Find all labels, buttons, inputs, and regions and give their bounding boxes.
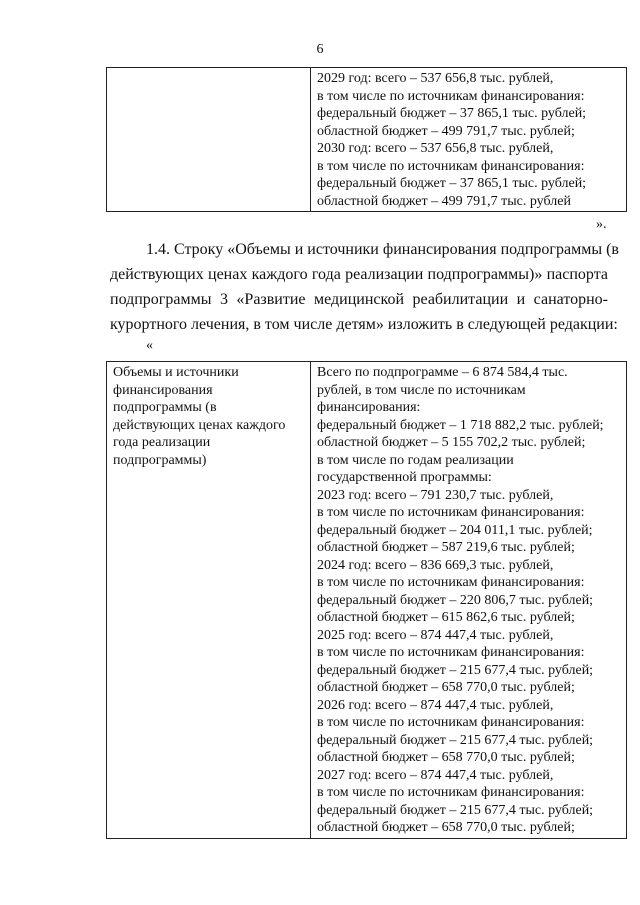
funding-table-continued [106, 67, 627, 212]
table-line: 2030 год: всего – 537 656,8 тыс. рублей, [317, 141, 554, 156]
table-line: федеральный бюджет – 37 865,1 тыс. рублей; [317, 106, 587, 121]
table-line: 2029 год: всего – 537 656,8 тыс. рублей, [317, 71, 554, 86]
paragraph-line: курортного лечения, в том числе детям» изложить в следующей редакции: [110, 316, 618, 333]
table-line: федеральный бюджет – 204 011,1 тыс. рублей; [317, 522, 593, 538]
label-line: финансирования [113, 382, 213, 398]
table-line: в том числе по источникам финансирования: [317, 785, 585, 800]
label-line: действующих ценах каждого [113, 417, 286, 433]
table-line: в том числе по годам реализации [317, 452, 514, 468]
table-line: областной бюджет – 499 791,7 тыс. рублей [317, 193, 571, 209]
table-line: в том числе по источникам финансирования: [317, 505, 585, 520]
table-cell-label [107, 362, 311, 839]
table-line: финансирования: [317, 400, 421, 415]
table-line: федеральный бюджет – 215 677,4 тыс. рублей; [317, 802, 594, 818]
opening-quote: « [146, 338, 153, 353]
table-line: 2025 год: всего – 874 447,4 тыс. рублей, [317, 627, 554, 643]
table-line: областной бюджет – 5 155 702,2 тыс. рублей; [317, 435, 586, 450]
table-line: государственной программы: [317, 470, 492, 485]
table-line: Всего по подпрограмме – 6 874 584,4 тыс. [317, 365, 568, 380]
table-line: областной бюджет – 658 770,0 тыс. рублей; [317, 680, 575, 695]
table-line: 2026 год: всего – 874 447,4 тыс. рублей, [317, 697, 554, 713]
table-line: областной бюджет – 615 862,6 тыс. рублей; [317, 610, 575, 625]
table-cell-content [311, 68, 627, 212]
table-line: 2024 год: всего – 836 669,3 тыс. рублей, [317, 557, 554, 573]
label-line: подпрограммы (в [113, 400, 217, 415]
table-line: областной бюджет – 658 770,0 тыс. рублей; [317, 750, 575, 765]
table-row [107, 362, 627, 839]
table-cell-label [107, 68, 311, 212]
page-number: 6 [316, 42, 324, 57]
table-line: федеральный бюджет – 220 806,7 тыс. рублей; [317, 592, 594, 608]
closing-quote: ». [596, 217, 607, 232]
paragraph-line: действующих ценах каждого года реализации подпрограммы)» паспорта [110, 266, 608, 283]
table-line: 2027 год: всего – 874 447,4 тыс. рублей, [317, 767, 554, 783]
table-line: федеральный бюджет – 215 677,4 тыс. рублей; [317, 732, 594, 748]
table-line: федеральный бюджет – 215 677,4 тыс. рублей; [317, 662, 594, 678]
paragraph-line: подпрограммы 3 «Развитие медицинской реабилитации и санаторно- [110, 291, 608, 308]
table-line: в том числе по источникам финансирования: [317, 575, 585, 590]
table-line: областной бюджет – 499 791,7 тыс. рублей; [317, 123, 575, 139]
table-line: областной бюджет – 587 219,6 тыс. рублей; [317, 540, 575, 555]
paragraph-line: 1.4. Строку «Объемы и источники финансирования подпрограммы (в [146, 241, 619, 258]
table-line: рублей, в том числе по источникам [317, 382, 526, 398]
label-line: Объемы и источники [113, 365, 239, 380]
label-line: подпрограммы) [113, 452, 207, 468]
label-line: года реализации [113, 435, 211, 450]
table-line: федеральный бюджет – 1 718 882,2 тыс. рублей; [317, 417, 604, 433]
table-line: в том числе по источникам финансирования: [317, 645, 585, 660]
table-row [107, 68, 627, 212]
table-line: в том числе по источникам финансирования: [317, 88, 585, 104]
table-line: 2023 год: всего – 791 230,7 тыс. рублей, [317, 487, 554, 503]
table-line: в том числе по источникам финансирования: [317, 715, 585, 730]
table-cell-content [311, 362, 627, 839]
table-line: в том числе по источникам финансирования: [317, 158, 585, 174]
funding-table [106, 361, 627, 839]
table-line: областной бюджет – 658 770,0 тыс. рублей; [317, 820, 575, 835]
table-line: федеральный бюджет – 37 865,1 тыс. рублей; [317, 176, 587, 191]
